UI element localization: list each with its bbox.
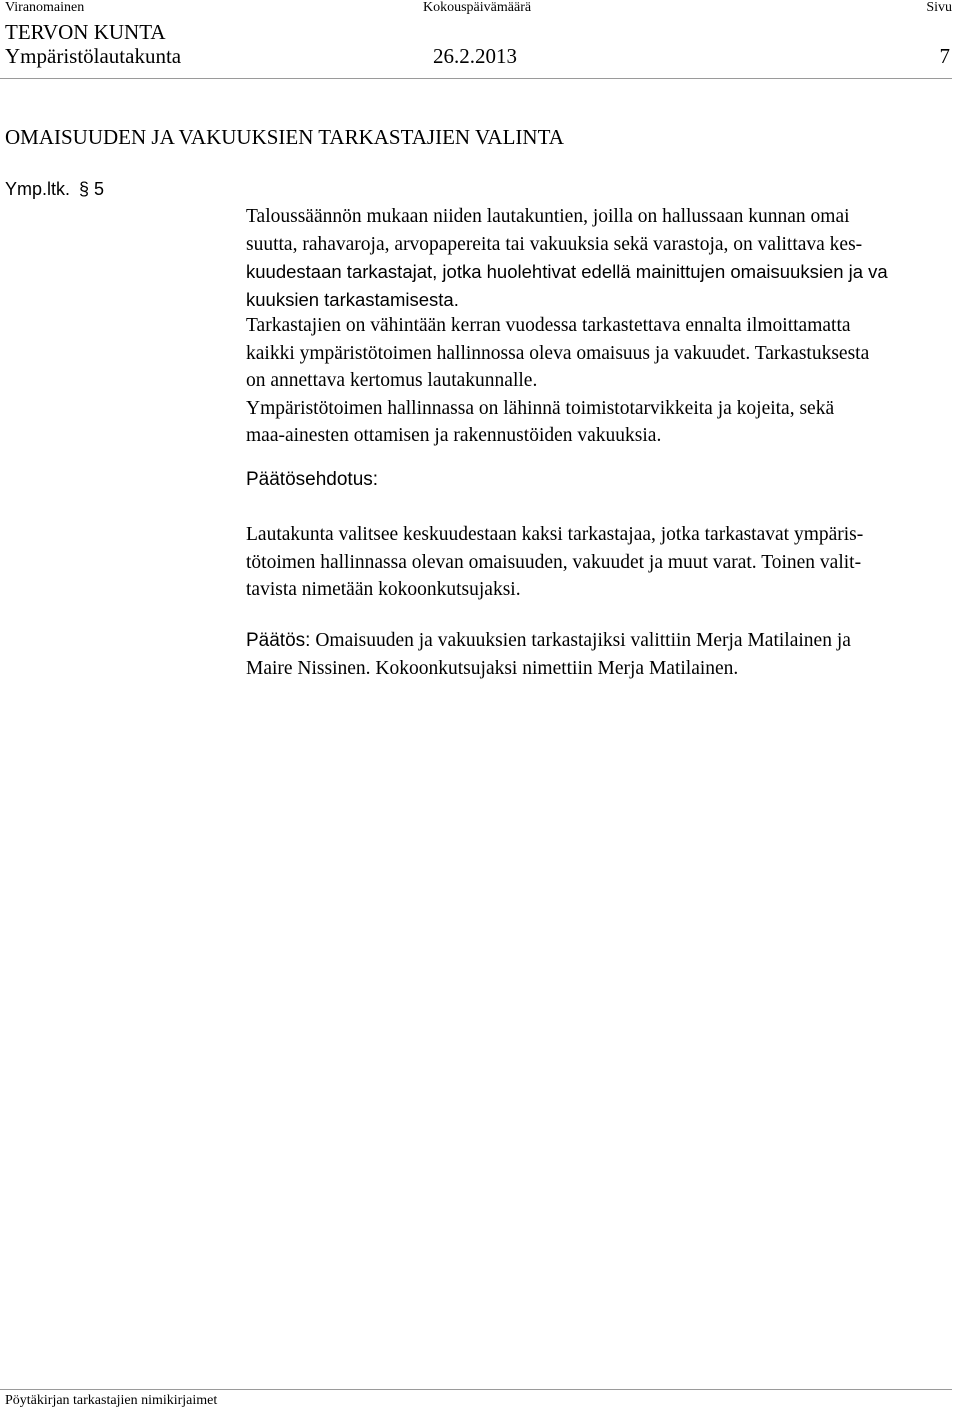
decision-paragraph — [246, 627, 958, 682]
header-date: 26.2.2013 — [433, 44, 517, 68]
intro-line: kuudestaan tarkastajat, jotka huolehtivat edellä mainittujen omaisuuksien ja va — [246, 261, 888, 282]
header-rule — [0, 78, 952, 79]
intro-line: maa-ainesten ottamisen ja rakennustöiden vakuuksia. — [246, 425, 662, 446]
header-board: Ympäristölautakunta — [5, 44, 182, 68]
proposal-line: tavista nimetään kokoonkutsujaksi. — [246, 579, 521, 600]
proposal-line: tötoimen hallinnassa olevan omaisuuden, vakuudet ja muut varat. Toinen valit- — [246, 551, 862, 573]
intro-paragraph — [246, 203, 958, 450]
intro-line: kaikki ympäristötoimen hallinnossa oleva omaisuus ja vakuudet. Tarkastuksesta — [246, 342, 870, 364]
section-ref-label: Ymp.ltk. — [5, 179, 71, 199]
header-col3-label: Sivu — [926, 0, 952, 15]
proposal-paragraph — [246, 521, 958, 604]
header-page-number: 7 — [939, 44, 950, 68]
section-reference — [5, 178, 104, 200]
footer-rule — [0, 1389, 952, 1390]
intro-line: on annettava kertomus lautakunnalle. — [246, 370, 538, 391]
intro-line: Ympäristötoimen hallinnassa on lähinnä toimistotarvikkeita ja kojeita, sekä — [246, 397, 835, 419]
intro-line: suutta, rahavaroja, arvopapereita tai vakuuksia sekä varastoja, on valittava kes- — [246, 233, 863, 255]
decision-text: Omaisuuden ja vakuuksien tarkastajiksi valittiin Merja Matilainen ja — [315, 630, 851, 651]
proposal-label: Päätösehdotus: — [246, 469, 379, 490]
proposal-line: Lautakunta valitsee keskuudestaan kaksi tarkastajaa, jotka tarkastavat ympäris- — [246, 524, 864, 545]
section-title: OMAISUUDEN JA VAKUUKSIEN TARKASTAJIEN VALINTA — [5, 125, 564, 149]
section-ref-number: § 5 — [79, 179, 105, 199]
footer-label: Pöytäkirjan tarkastajien nimikirjaimet — [5, 1393, 218, 1408]
header-org: TERVON KUNTA — [5, 20, 166, 44]
decision-label: Päätös: — [246, 630, 311, 651]
intro-line: kuuksien tarkastamisesta. — [246, 288, 459, 310]
header-col1-label: Viranomainen — [5, 0, 85, 15]
decision-line — [246, 627, 958, 655]
intro-line: Taloussäännön mukaan niiden lautakuntien, joilla on hallussaan kunnan omai — [246, 206, 850, 227]
header-col2-label: Kokouspäivämäärä — [423, 0, 532, 15]
decision-line: Maire Nissinen. Kokoonkutsujaksi nimettiin Merja Matilainen. — [246, 657, 739, 679]
intro-line: Tarkastajien on vähintään kerran vuodessa tarkastettava ennalta ilmoittamatta — [246, 315, 851, 336]
